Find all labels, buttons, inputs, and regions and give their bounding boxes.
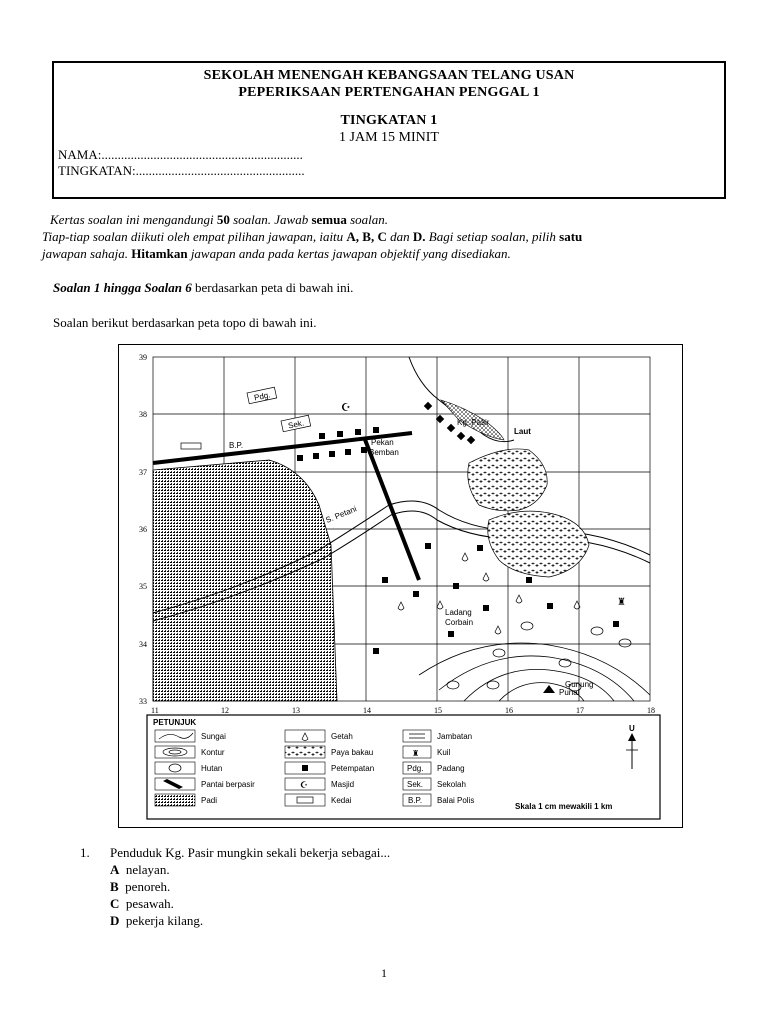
x-tick: 17	[576, 706, 584, 715]
contour-lines	[419, 643, 650, 701]
x-tick: 12	[221, 706, 229, 715]
sek-sym: Sek.	[407, 780, 424, 789]
legend-item: Getah	[331, 732, 353, 741]
legend-item: Sungai	[201, 732, 226, 741]
y-tick: 39	[139, 353, 147, 362]
sek-label: Sek.	[287, 418, 305, 431]
y-tick: 35	[139, 582, 147, 591]
map-intro: Soalan berikut berdasarkan peta topo di bawah ini.	[53, 315, 317, 330]
pekan-label-1: Pekan	[371, 438, 394, 447]
mosque-icon: ☪	[341, 402, 351, 414]
ladang-label-1: Ladang	[445, 608, 472, 617]
legend-item: Jambatan	[437, 732, 473, 741]
pdg-sym: Pdg.	[407, 764, 424, 773]
exam-title: PEPERIKSAAN PERTENGAHAN PENGGAL 1	[238, 85, 540, 100]
legend-item: Paya bakau	[331, 748, 374, 757]
bp-label: B.P.	[229, 441, 244, 450]
padi-area	[153, 460, 337, 701]
mountain-peak	[543, 685, 555, 693]
map-legend	[147, 715, 660, 819]
legend-item: Padang	[437, 764, 465, 773]
temple-icon: ♜	[617, 597, 626, 608]
x-tick: 13	[292, 706, 300, 715]
mosque-sym: ☪	[300, 780, 309, 790]
gunung-label-1: Gunung	[565, 680, 594, 689]
temple-sym: ♜	[412, 749, 420, 758]
legend-title: PETUNJUK	[153, 718, 197, 727]
form-level: TINGKATAN 1	[340, 113, 438, 128]
legend-item: Padi	[201, 796, 218, 805]
shop-sym	[297, 797, 313, 803]
instruction-line-3: jawapan sahaja. Hitamkan jawapan anda pada kertas jawapan objektif yang disediakan.	[42, 246, 511, 261]
legend-item: Sekolah	[437, 780, 466, 789]
y-tick: 33	[139, 697, 147, 706]
instruction-line-1: Kertas soalan ini mengandungi 50 soalan. Jawab semua soalan.	[50, 212, 389, 227]
x-tick: 18	[647, 706, 655, 715]
padi-sym	[155, 794, 195, 806]
x-tick: 14	[363, 706, 371, 715]
legend-item: Masjid	[331, 780, 355, 789]
name-field: NAMA:..............................................................	[58, 147, 303, 162]
settlement-sym	[302, 765, 308, 771]
x-tick: 15	[434, 706, 442, 715]
option-d: D pekerja kilang.	[110, 913, 204, 928]
x-tick: 16	[505, 706, 513, 715]
y-tick: 36	[139, 525, 147, 534]
branch-road	[364, 437, 419, 580]
pekan-label-2: Bemban	[369, 448, 399, 457]
north-label: U	[629, 724, 635, 733]
y-tick: 38	[139, 410, 147, 419]
instruction-line-2: Tiap-tiap soalan diikuti oleh empat pilihan jawapan, iaitu A, B, C dan D. Bagi setiap soalan, pilih satu	[42, 229, 583, 244]
legend-item: Kontur	[201, 748, 225, 757]
laut-label: Laut	[514, 427, 531, 436]
option-b: B penoreh.	[110, 879, 171, 894]
section-heading: Soalan 1 hingga Soalan 6 berdasarkan peta di bawah ini.	[53, 280, 354, 295]
legend-item: Kuil	[437, 748, 451, 757]
option-a: A nelayan.	[110, 862, 170, 877]
exam-duration: 1 JAM 15 MINIT	[339, 130, 439, 145]
x-tick: 11	[151, 706, 159, 715]
exam-header-box	[52, 61, 726, 199]
question-text: Penduduk Kg. Pasir mungkin sekali bekerja sebagai...	[110, 845, 391, 860]
scale-label: Skala 1 cm mewakili 1 km	[515, 802, 613, 811]
class-field: TINGKATAN:....................................................	[58, 163, 305, 178]
mangrove-sym	[285, 746, 325, 758]
shop-symbol	[181, 443, 201, 449]
legend-item: Pantai berpasir	[201, 780, 255, 789]
y-tick: 37	[139, 468, 147, 477]
pdg-label: Pdg.	[253, 390, 272, 403]
mangrove-area	[468, 449, 547, 511]
petani-label: S. Petani	[324, 504, 358, 525]
mangrove-area-2	[488, 511, 589, 577]
option-c: C pesawah.	[110, 896, 174, 911]
kgpasir-label: Kg. Pasir	[457, 418, 490, 427]
y-tick: 34	[139, 640, 147, 649]
coastline	[409, 357, 514, 442]
topo-map	[119, 345, 682, 827]
bp-sym: B.P.	[408, 796, 423, 805]
legend-item: Balai Polis	[437, 796, 475, 805]
page-number: 1	[381, 966, 387, 980]
gunung-label-2: Punai	[559, 688, 580, 697]
legend-item: Kedai	[331, 796, 352, 805]
school-name: SEKOLAH MENENGAH KEBANGSAAN TELANG USAN	[203, 68, 575, 83]
question-number: 1.	[80, 845, 90, 860]
legend-item: Hutan	[201, 764, 223, 773]
ladang-label-2: Corbain	[445, 618, 474, 627]
legend-item: Petempatan	[331, 764, 375, 773]
topo-map-frame	[118, 344, 683, 828]
